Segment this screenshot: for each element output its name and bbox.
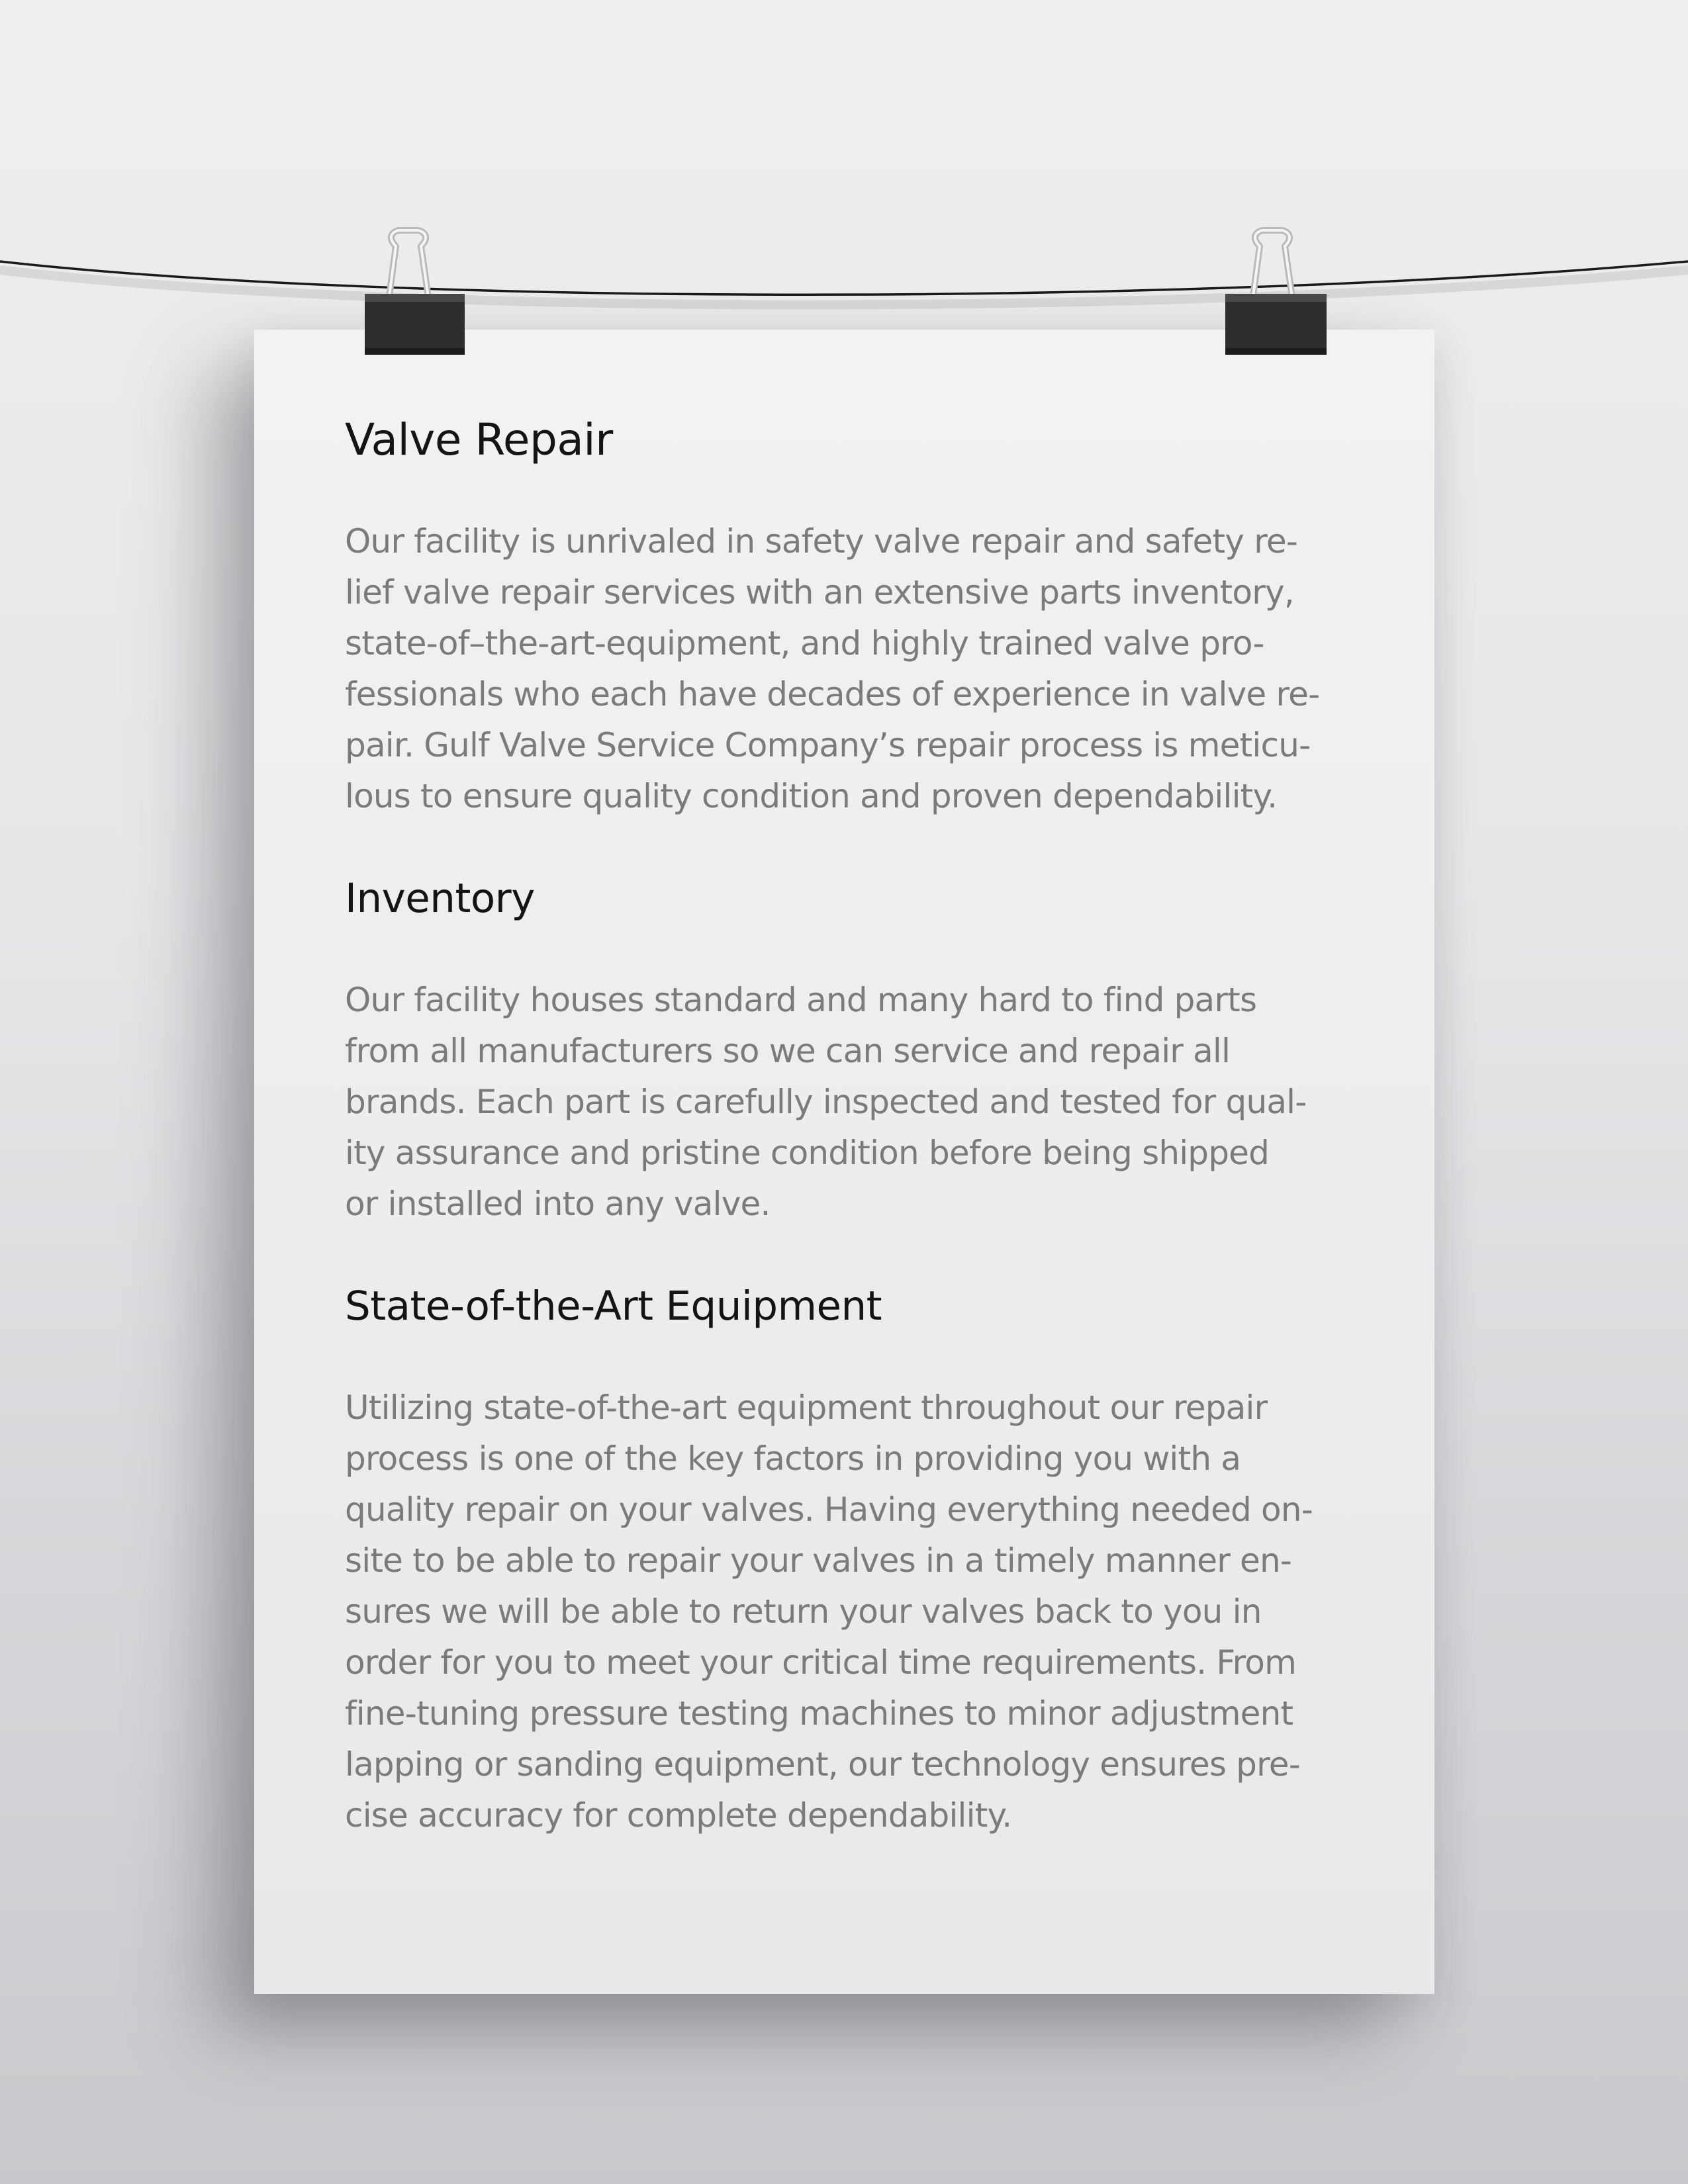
section-paragraph-equipment: [345, 1383, 1364, 1841]
paragraph-line: state-of–the-art-equipment, and highly trained valve pro-: [345, 624, 1264, 662]
section-heading-inventory: Inventory: [345, 875, 535, 922]
section-heading-equipment: State-of-the-Art Equipment: [345, 1283, 882, 1330]
paragraph-line: lous to ensure quality condition and proven dependability.: [345, 777, 1278, 815]
paragraph-line: brands. Each part is carefully inspected and tested for qual-: [345, 1083, 1307, 1121]
section-paragraph-valve-repair: [345, 516, 1364, 822]
paragraph-line: lief valve repair services with an extensive parts inventory,: [345, 573, 1294, 612]
paragraph-line: from all manufacturers so we can service and repair all: [345, 1032, 1231, 1070]
section-paragraph-inventory: [345, 975, 1364, 1230]
paragraph-line: order for you to meet your critical time requirements. From: [345, 1643, 1297, 1682]
paragraph-line: process is one of the key factors in providing you with a: [345, 1439, 1241, 1478]
document-content: [345, 414, 1364, 1841]
paragraph-line: ity assurance and pristine condition before being shipped: [345, 1134, 1270, 1172]
paragraph-line: cise accuracy for complete dependability.: [345, 1796, 1012, 1835]
paragraph-line: fine-tuning pressure testing machines to minor adjustment: [345, 1694, 1293, 1733]
paragraph-line: fessionals who each have decades of experience in valve re-: [345, 675, 1320, 713]
paragraph-line: lapping or sanding equipment, our technology ensures pre-: [345, 1745, 1300, 1784]
paragraph-line: Our facility houses standard and many hard to find parts: [345, 981, 1257, 1019]
paragraph-line: or installed into any valve.: [345, 1185, 771, 1223]
paragraph-line: Utilizing state-of-the-art equipment throughout our repair: [345, 1388, 1268, 1427]
wire-shadow: [0, 270, 1688, 305]
paragraph-line: quality repair on your valves. Having everything needed on-: [345, 1490, 1313, 1529]
paragraph-line: Our facility is unrivaled in safety valve repair and safety re-: [345, 522, 1298, 561]
paper-sheet: [254, 330, 1434, 1994]
paragraph-line: pair. Gulf Valve Service Company’s repair process is meticu-: [345, 726, 1311, 764]
paragraph-line: sures we will be able to return your valves back to you in: [345, 1592, 1262, 1631]
paragraph-line: site to be able to repair your valves in a timely manner en-: [345, 1541, 1292, 1580]
section-heading-valve-repair: Valve Repair: [345, 414, 613, 465]
